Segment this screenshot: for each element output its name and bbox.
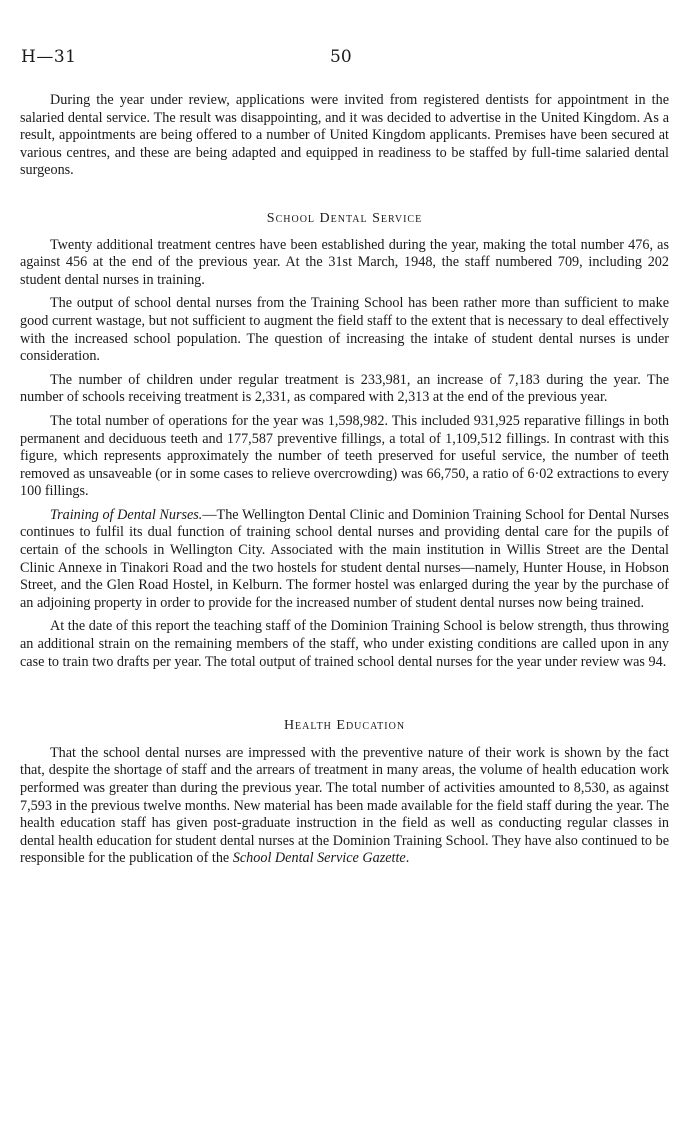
paragraph-treatment-centres: Twenty additional treatment centres have been established during the year, making the total number 476, as against 456 at the end of the previous year. At the 31st March, 1948, the staff numbered 709, including 202 student dental nurses in training. (20, 236, 669, 288)
paragraph-children-treatment: The number of children under regular treatment is 233,981, an increase of 7,183 during the year. The number of schools receiving treatment is 2,331, as compared with 2,313 at the end of the previous year. (20, 371, 669, 406)
training-dental-nurses-text: —The Wellington Dental Clinic and Dominion Training School for Dental Nurses continues to fulfil its dual function of training school dental nurses and providing dental care for the pupils of certain of the schools in Wellington City. Associated with the main institution in Willis Street are the Dental Clinic Annexe in Tinakori Road and the two hostels for student dental nurses—namely, Hunter House, in Hobson Street, and the Glen Road Hostel, in Kelburn. The former hostel was enlarged during the year by the purchase of an adjoining property in order to provide for the increased number of student dental nurses now being trained. (20, 506, 669, 611)
document-reference: H—31 (21, 47, 77, 67)
paragraph-teaching-staff: At the date of this report the teaching staff of the Dominion Training School is below strength, thus throwing an additional strain on the remaining members of the staff, who under existing conditions are called upon in any case to train two drafts per year. The total output of trained school dental nurses for the year under review was 94. (20, 618, 669, 670)
paragraph-training-output: The output of school dental nurses from the Training School has been rather more than sufficient to make good current wastage, but not sufficient to augment the field staff to the extent that is necessary to deal effectively with the increased school population. The question of increasing the intake of student dental nurses is under consideration. (20, 295, 669, 365)
paragraph-salaried-service: During the year under review, applications were invited from registered dentists for appointment in the salaried dental service. The result was disappointing, and it was decided to advertise in the United Kingdom. As a result, appointments are being offered to a number of United Kingdom applicants. Premises have been secured at various centres, and these are being adapted and equipped in readiness to be staffed by full-time salaried dental surgeons. (20, 92, 669, 179)
paragraph-health-education (20, 745, 669, 868)
health-education-text: That the school dental nurses are impressed with the preventive nature of their work is shown by the fact that, despite the shortage of staff and the arrears of treatment in many areas, the volume of health education work performed was greater than during the previous year. The total number of activities amounted to 8,530, as against 7,593 in the previous twelve months. New material has been made available for the field staff during the year. The health education staff has given post-graduate instruction in the field as well as conducting regular classes in dental health education for student dental nurses at the Dominion Training School. They have also continued to be responsible for the publication of the (20, 744, 669, 867)
health-education-end: . (405, 850, 410, 867)
paragraph-training-dental-nurses (20, 507, 669, 613)
paragraph-operations: The total number of operations for the year was 1,598,982. This included 931,925 reparative fillings in both permanent and deciduous teeth and 177,587 preventive fillings, a total of 1,109,512 fillings. In contrast with this figure, which represents approximately the number of teeth preserved for useful service, the number of teeth removed as unsaveable (or in some cases to relieve overcrowding) was 66,750, a ratio of 6·02 extractions to every 100 fillings. (20, 412, 669, 500)
gazette-title: School Dental Service Gazette (232, 850, 406, 867)
section-heading-school-dental-service: School Dental Service (266, 210, 423, 226)
page-number: 50 (330, 47, 352, 67)
page-body (20, 92, 669, 874)
subheading-training-dental-nurses: Training of Dental Nurses. (50, 506, 203, 523)
section-heading-health-education: Health Education (283, 718, 406, 734)
